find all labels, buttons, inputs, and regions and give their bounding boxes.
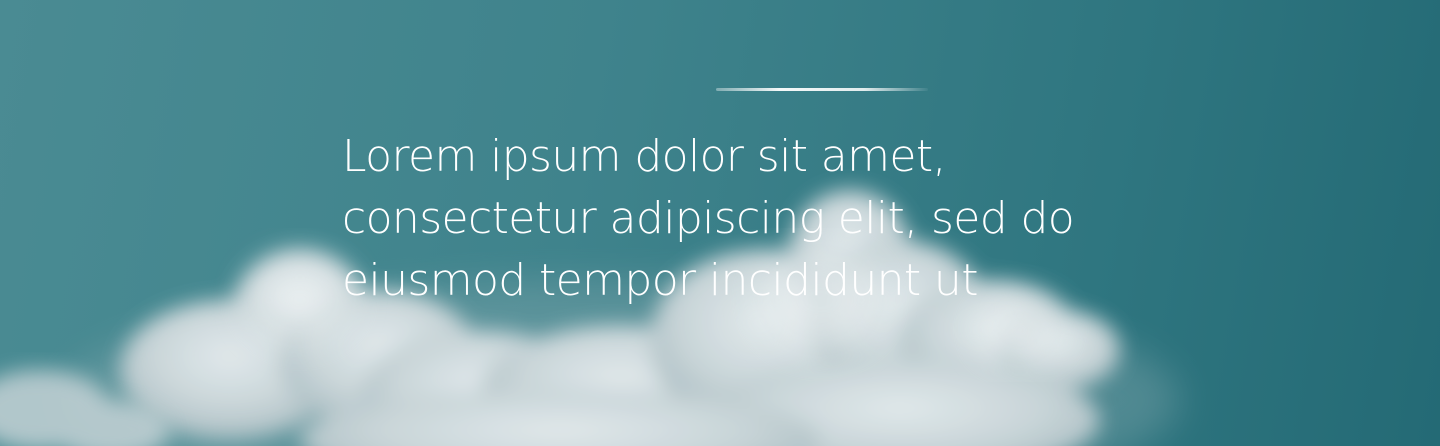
hero-quote-line-3: eiusmod tempor incididunt ut <box>342 255 978 306</box>
hero-quote-line-2: consectetur adipiscing elit, sed do <box>342 193 1075 244</box>
hero-quote-line-1: Lorem ipsum dolor sit amet, <box>342 131 946 182</box>
hero-quote <box>342 126 1142 312</box>
decorative-divider-line <box>716 88 928 91</box>
